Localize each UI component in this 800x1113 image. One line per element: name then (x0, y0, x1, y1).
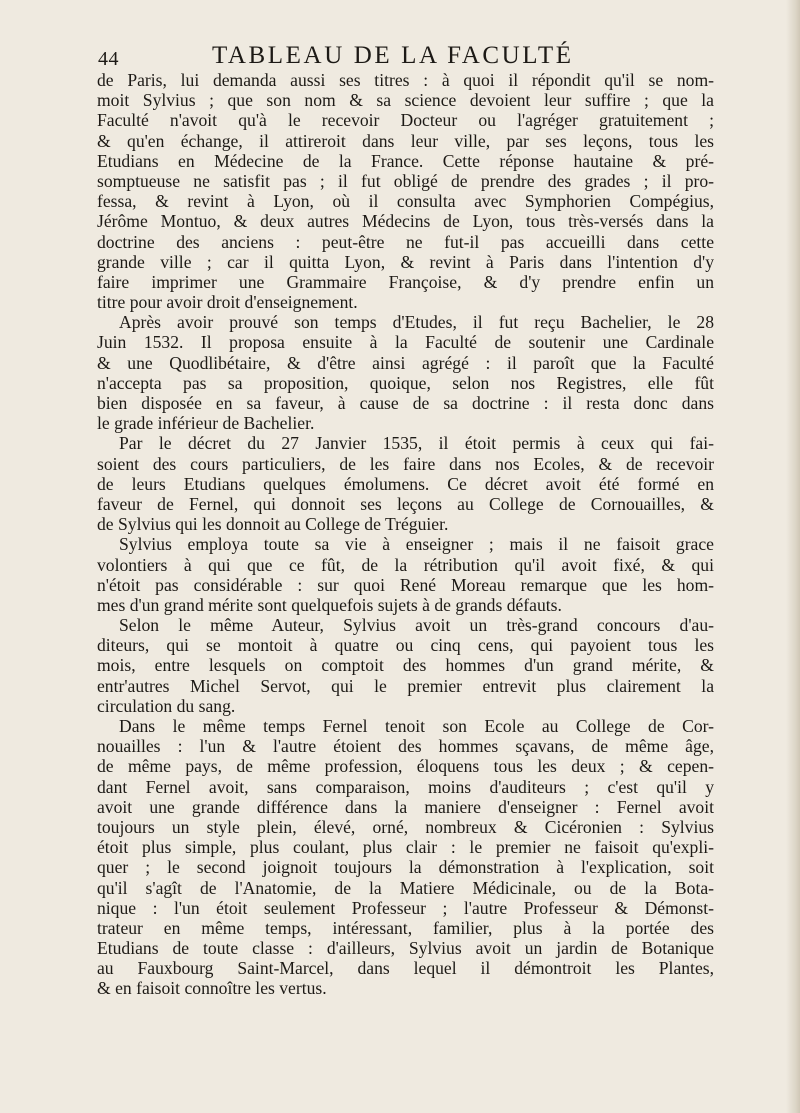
text-line: mes d'un grand mérite sont quelquefois sujets à de grands défauts. (97, 594, 562, 615)
text-line: doctrine des anciens : peut-être ne fut-il pas accueilli dans cette (97, 231, 714, 252)
text-line: soient des cours particuliers, de les faire dans nos Ecoles, & de recevoir (97, 453, 714, 474)
text-line: circulation du sang. (97, 695, 236, 716)
page-edge-shadow (786, 0, 800, 1113)
text-line: Juin 1532. Il proposa ensuite à la Faculté de soutenir une Cardinale (97, 332, 714, 353)
text-line: volontiers à qui que ce fût, de la rétribution qu'il avoit fixé, & qui (97, 554, 714, 575)
text-line: Dans le même temps Fernel tenoit son Ecole au College de Cor- (119, 716, 714, 736)
text-line: trateur en même temps, intéressant, familier, plus à la portée des (97, 917, 714, 938)
text-line: Jérôme Montuo, & deux autres Médecins de Lyon, tous très-versés dans la (97, 211, 714, 232)
body-text (97, 70, 714, 999)
text-line: & une Quodlibétaire, & d'être ainsi agrégé : il paroît que la Faculté (97, 352, 714, 373)
text-line: qu'il s'agît de l'Anatomie, de la Matiere Médicinale, ou de la Bota- (97, 877, 714, 898)
text-line: moit Sylvius ; que son nom & sa science devoient leur suffire ; que la (97, 90, 714, 111)
text-line: avoit une grande différence dans la maniere d'enseigner : Fernel avoit (97, 796, 714, 817)
text-line: entr'autres Michel Servot, qui le premier entrevit plus clairement la (97, 675, 714, 696)
text-line: au Fauxbourg Saint-Marcel, dans lequel il démontroit les Plantes, (97, 958, 714, 979)
text-line: Etudians en Médecine de la France. Cette réponse hautaine & pré- (97, 150, 714, 171)
text-line: Sylvius employa toute sa vie à enseigner ; mais il ne faisoit grace (119, 534, 714, 555)
text-line: Etudians de toute classe : d'ailleurs, Sylvius avoit un jardin de Botanique (97, 938, 714, 959)
text-line: Selon le même Auteur, Sylvius avoit un très-grand concours d'au- (119, 615, 714, 636)
text-line: toujours un style plein, élevé, orné, nombreux & Cicéronien : Sylvius (97, 816, 714, 837)
text-line: le grade inférieur de Bachelier. (97, 413, 315, 434)
text-line: de Sylvius qui les donnoit au College de Tréguier. (97, 514, 449, 535)
text-line: dant Fernel avoit, sans comparaison, moins d'auditeurs ; c'est qu'il y (97, 776, 714, 797)
text-line: n'accepta pas sa proposition, quoique, selon nos Registres, elle fût (97, 372, 714, 393)
text-line: & en faisoit connoître les vertus. (97, 978, 327, 999)
page-number: 44 (98, 48, 119, 70)
text-line: faire imprimer une Grammaire Françoise, & d'y prendre enfin un (97, 271, 714, 292)
text-line: de leurs Etudians quelques émolumens. Ce décret avoit été formé en (97, 473, 714, 494)
text-line: Faculté n'avoit qu'à le recevoir Docteur ou l'agréger gratuitement ; (97, 110, 714, 131)
text-line: mois, entre lesquels on comptoit des hommes d'un grand mérite, & (97, 655, 714, 676)
text-line: bien disposée en sa faveur, à cause de sa doctrine : il resta donc dans (97, 393, 714, 413)
text-line: faveur de Fernel, qui donnoit ses leçons au College de Cornouailles, & (97, 493, 714, 514)
text-line: fessa, & revint à Lyon, où il consulta avec Symphorien Compégius, (97, 191, 714, 212)
page-header (98, 42, 714, 72)
text-line: diteurs, qui se montoit à quatre ou cinq cens, qui payoient tous les (97, 635, 714, 656)
text-line: nique : l'un étoit seulement Professeur ; l'autre Professeur & Démonst- (97, 897, 714, 918)
text-line: titre pour avoir droit d'enseignement. (97, 292, 358, 313)
text-line: n'étoit pas considérable : sur quoi René Moreau remarque que les hom- (97, 574, 714, 595)
text-line: Par le décret du 27 Janvier 1535, il étoit permis à ceux qui fai- (119, 433, 714, 454)
text-line: grande ville ; car il quitta Lyon, & revint à Paris dans l'intention d'y (97, 251, 714, 272)
text-line: Après avoir prouvé son temps d'Etudes, il fut reçu Bachelier, le 28 (119, 312, 714, 333)
text-line: quer ; le second joignoit toujours la démonstration à l'explication, soit (97, 857, 714, 878)
text-line: somptueuse ne satisfit pas ; il fut obligé de prendre des grades ; il pro- (97, 170, 714, 191)
text-line: de Paris, lui demanda aussi ses titres : à quoi il répondit qu'il se nom- (97, 70, 714, 90)
text-line: de même pays, de même profession, éloquens tous les deux ; & cepen- (97, 756, 714, 777)
text-line: & qu'en échange, il attireroit dans leur ville, par ses leçons, tous les (97, 130, 714, 151)
text-line: nouailles : l'un & l'autre étoient des hommes sçavans, de même âge, (97, 736, 714, 757)
running-title: TABLEAU DE LA FACULTÉ (212, 42, 574, 69)
text-line: étoit plus simple, plus coulant, plus clair : le premier ne faisoit qu'expli- (97, 837, 714, 858)
